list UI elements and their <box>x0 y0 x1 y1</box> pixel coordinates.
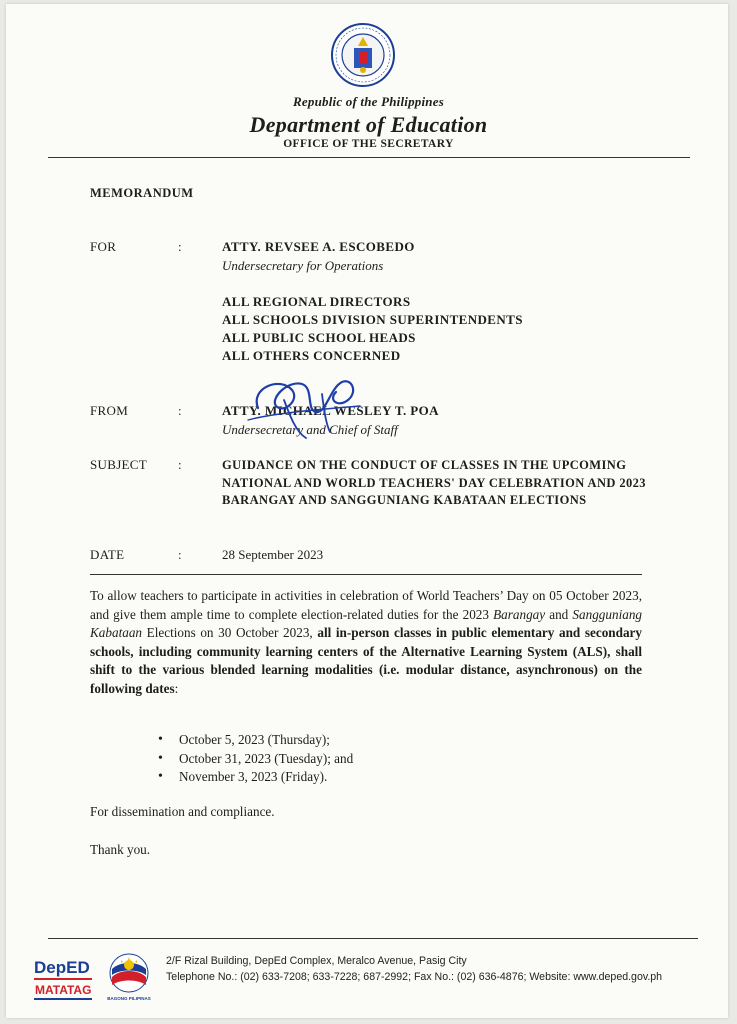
date-item: • November 3, 2023 (Friday). <box>158 768 353 787</box>
republic-line: Republic of the Philippines <box>293 94 444 109</box>
body-italic-barangay: Barangay <box>493 606 546 622</box>
subject-label: SUBJECT <box>90 457 148 472</box>
department-name: Department of Education <box>249 112 488 137</box>
subject-colon: : <box>178 457 182 472</box>
recipients-list <box>222 293 523 365</box>
recipient-item: ALL PUBLIC SCHOOL HEADS <box>222 330 416 345</box>
body-text: and <box>545 606 573 622</box>
date-item: • October 31, 2023 (Tuesday); and <box>158 750 353 769</box>
from-title: Undersecretary and Chief of Staff <box>222 422 398 437</box>
closing-line: Thank you. <box>90 842 151 857</box>
for-name: ATTY. REVSEE A. ESCOBEDO <box>222 239 415 254</box>
from-name: ATTY. MICHAEL WESLEY T. POA <box>222 403 439 418</box>
footer-contact: Telephone No.: (02) 633-7208; 633-7228; 687-2992; Fax No.: (02) 636-4876; Website: www.deped.gov.ph <box>166 971 663 983</box>
matatag-logo-text: MATATAG <box>35 983 92 997</box>
body-text: To allow teachers to participate in activities in celebration of World Teachers’ Day on 05 October 2023, and give them ample time to complete election-related duties for the 2023 <box>90 588 642 622</box>
for-colon: : <box>178 239 182 254</box>
footer-address: 2/F Rizal Building, DepEd Complex, Meralco Avenue, Pasig City <box>166 955 467 967</box>
header-divider <box>48 157 690 158</box>
date-colon: : <box>178 547 182 562</box>
recipient-item: ALL SCHOOLS DIVISION SUPERINTENDENTS <box>222 312 523 327</box>
recipient-item: ALL OTHERS CONCERNED <box>222 348 401 363</box>
signature-image <box>240 370 370 442</box>
subject-text: GUIDANCE ON THE CONDUCT OF CLASSES IN THE UPCOMING NATIONAL AND WORLD TEACHERS' DAY CELEBRATION AND 2023 BARANGAY AND SANGGUNIANG KABATAAN ELECTIONS <box>222 458 646 507</box>
office-name: OFFICE OF THE SECRETARY <box>283 138 454 150</box>
for-label: FOR <box>90 239 117 254</box>
from-label: FROM <box>90 403 129 418</box>
memo-title: MEMORANDUM <box>90 186 194 200</box>
deped-logo-text: DepED <box>34 958 90 977</box>
recipient-item: ALL REGIONAL DIRECTORS <box>222 294 411 309</box>
footer-divider <box>48 938 698 939</box>
body-italic-sk: Sangguniang Kabataan <box>90 606 643 641</box>
date-label: DATE <box>90 547 125 562</box>
date-item: • October 5, 2023 (Thursday); <box>158 731 353 750</box>
dates-list <box>158 731 353 787</box>
from-colon: : <box>178 403 182 418</box>
for-title: Undersecretary for Operations <box>222 258 384 273</box>
body-text: Elections on 30 October 2023, <box>142 625 318 641</box>
body-bold-directive: all in-person classes in public elementary and secondary schools, including community learning centers of the Alternative Learning System (ALS), shall shift to the various blended learning modalities (i.e. modular distance, asynchronous) on the following dates <box>90 625 643 696</box>
bagong-pilipinas-logo-icon <box>104 951 154 1003</box>
date-value: 28 September 2023 <box>222 547 324 562</box>
deped-matatag-logo-icon <box>32 951 94 1003</box>
deped-seal-icon <box>330 22 396 88</box>
body-paragraph <box>90 587 642 699</box>
bp-logo-text: BAGONG PILIPINAS <box>107 996 151 1001</box>
dissemination-line: For dissemination and compliance. <box>90 804 275 819</box>
date-divider <box>90 574 642 575</box>
body-text: : <box>174 680 179 696</box>
